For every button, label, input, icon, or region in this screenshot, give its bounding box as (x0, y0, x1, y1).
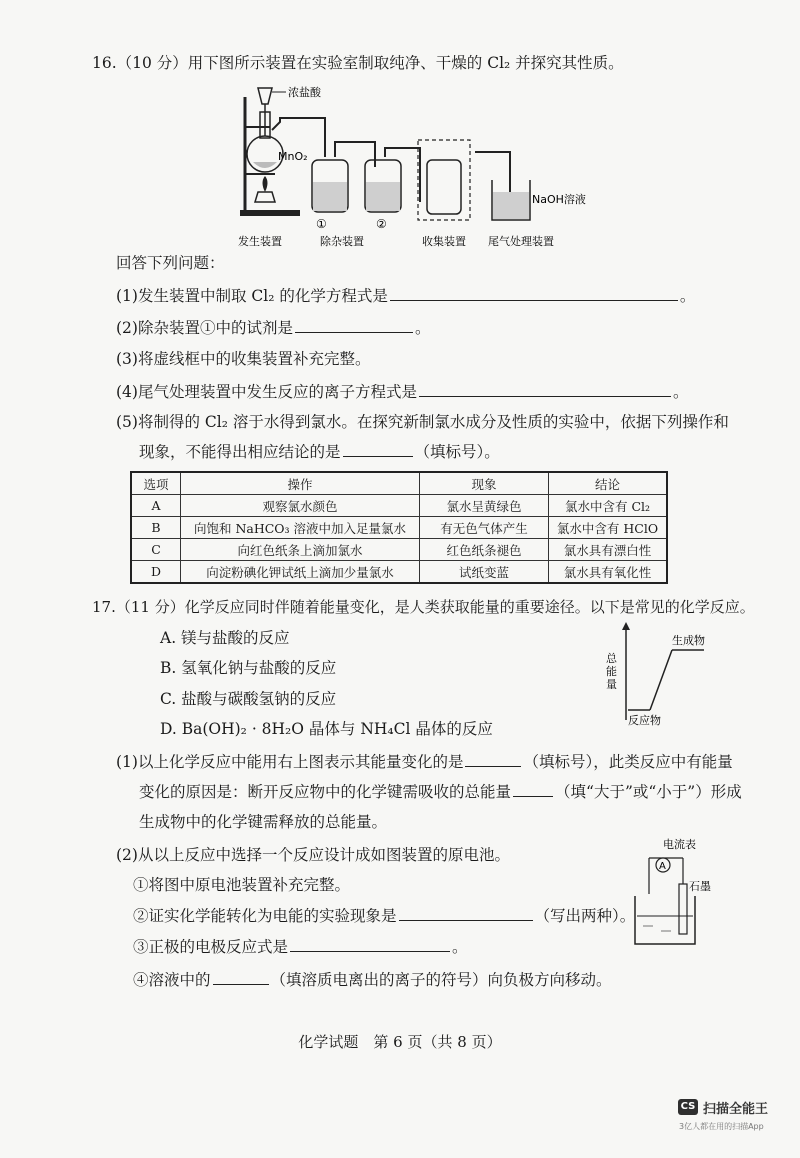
energy-ylabel-1: 总 (606, 652, 617, 665)
q17-option-c: C. 盐酸与碳酸氢钠的反应 (160, 690, 337, 708)
energy-ylabel-3: 量 (606, 678, 617, 691)
q17-part2: (2)从以上反应中选择一个反应设计成如图装置的原电池。 (116, 846, 510, 864)
table-row (131, 539, 667, 561)
q17-title: 17.（11 分）化学反应同时伴随着能量变化，是人类获取能量的重要途径。以下是常见的化学反应。 (92, 598, 755, 616)
q17-part2-2-hint: （写出两种）。 (534, 907, 636, 925)
caption-generator: 发生装置 (238, 235, 282, 248)
caption-collect: 收集装置 (422, 235, 466, 248)
table-cell: 氯水中含有 HClO (549, 517, 668, 539)
table-cell: D (131, 561, 181, 584)
label-num2: ② (376, 217, 387, 231)
table-cell: C (131, 539, 181, 561)
q17-part1b-text: 变化的原因是：断开反应物中的化学键需吸收的总能量 (139, 783, 512, 801)
galvanic-cell-diagram (625, 836, 725, 951)
table-cell: 有无色气体产生 (420, 517, 549, 539)
energy-ylabel-2: 能 (606, 665, 617, 678)
q16-part1 (116, 284, 695, 307)
q17-part2-4-text: ④溶液中的 (133, 971, 211, 989)
graphite-label: 石墨 (689, 880, 711, 893)
table-cell: B (131, 517, 181, 539)
table-row (131, 517, 667, 539)
q17-part2-3-end: 。 (452, 938, 468, 956)
q16-part1-text: (1)发生装置中制取 Cl₂ 的化学方程式是 (116, 287, 388, 305)
period: 。 (679, 287, 696, 305)
q17-part2-2-text: ②证实化学能转化为电能的实验现象是 (133, 907, 397, 925)
table-header: 选项 (131, 472, 181, 495)
table-cell: 氯水呈黄绿色 (420, 495, 549, 517)
table-header: 操作 (181, 472, 420, 495)
q16-part3: (3)将虚线框中的收集装置补充完整。 (116, 350, 371, 368)
ammeter-label: 电流表 (663, 838, 696, 851)
table-cell: A (131, 495, 181, 517)
q17-part2-3-text: ③正极的电极反应式是 (133, 938, 289, 956)
answer-blank-17-4[interactable] (213, 968, 269, 985)
q16-part2 (116, 316, 430, 339)
q16-part2-text: (2)除杂装置①中的试剂是 (116, 319, 293, 337)
label-naoh: NaOH溶液 (532, 193, 586, 206)
table-cell: 向淀粉碘化钾试纸上滴加少量氯水 (181, 561, 420, 584)
q17-option-d: D. Ba(OH)₂ · 8H₂O 晶体与 NH₄Cl 晶体的反应 (160, 720, 493, 738)
camscanner-logo: CS (678, 1099, 698, 1115)
table-header: 现象 (420, 472, 549, 495)
q17-part1-hint: （填标号），此类反应中有能量 (523, 753, 733, 771)
answer-blank-17-1[interactable] (465, 750, 521, 767)
q16-part5-a: (5)将制得的 Cl₂ 溶于水得到氯水。在探究新制氯水成分及性质的实验中，依据下列操作和 (116, 413, 729, 431)
label-num1: ① (316, 217, 327, 231)
answer-blank-5[interactable] (343, 440, 413, 457)
period: 。 (672, 383, 689, 401)
table-row (131, 561, 667, 584)
q16-apparatus-diagram (220, 82, 600, 252)
q17-part2-4 (133, 968, 612, 991)
answer-blank-2[interactable] (295, 316, 413, 333)
ammeter-symbol: A (659, 861, 666, 872)
q16-part5-hint: （填标号）。 (414, 443, 500, 461)
table-cell: 氯水中含有 Cl₂ (549, 495, 668, 517)
table-header-row (131, 472, 667, 495)
energy-reactants-label: 反应物 (628, 714, 661, 727)
table-cell: 氯水具有氧化性 (549, 561, 668, 584)
table-cell: 观察氯水颜色 (181, 495, 420, 517)
q16-part4 (116, 380, 688, 403)
q17-option-b: B. 氢氧化钠与盐酸的反应 (160, 659, 337, 677)
q16-prompt: 回答下列问题： (116, 254, 225, 272)
energy-diagram (600, 620, 720, 730)
table-cell: 向红色纸条上滴加氯水 (181, 539, 420, 561)
table-cell: 向饱和 NaHCO₃ 溶液中加入足量氯水 (181, 517, 420, 539)
q17-part1-c: 生成物中的化学键需释放的总能量。 (139, 813, 388, 831)
q17-part2-2 (133, 904, 635, 927)
q16-part4-text: (4)尾气处理装置中发生反应的离子方程式是 (116, 383, 417, 401)
page-footer: 化学试题 第 6 页（共 8 页） (298, 1033, 502, 1051)
period: 。 (414, 319, 431, 337)
label-hcl: 浓盐酸 (288, 86, 321, 99)
q17-part1b-hint: （填“大于”或“小于”）形成 (555, 783, 742, 801)
q17-option-a: A. 镁与盐酸的反应 (160, 629, 290, 647)
table-row (131, 495, 667, 517)
watermark-subtitle: 3亿人都在用的扫描App (679, 1122, 764, 1131)
q17-part2-3 (133, 935, 468, 958)
table-cell: 红色纸条褪色 (420, 539, 549, 561)
answer-blank-17-2[interactable] (399, 904, 533, 921)
answer-blank-17-1b[interactable] (513, 780, 553, 797)
table-header: 结论 (549, 472, 668, 495)
q17-part2-1: ①将图中原电池装置补充完整。 (133, 876, 351, 894)
caption-purify: 除杂装置 (320, 235, 364, 248)
q16-title: 16.（10 分）用下图所示装置在实验室制取纯净、干燥的 Cl₂ 并探究其性质。 (92, 54, 624, 72)
answer-blank-4[interactable] (419, 380, 671, 397)
answer-blank-17-3[interactable] (290, 935, 450, 952)
watermark-title: 扫描全能王 (703, 1102, 769, 1117)
table-cell: 氯水具有漂白性 (549, 539, 668, 561)
label-mno2: MnO₂ (278, 150, 308, 163)
q16-options-table (130, 471, 668, 584)
caption-tail: 尾气处理装置 (488, 235, 554, 248)
energy-products-label: 生成物 (672, 634, 705, 647)
q17-part1-b (139, 780, 742, 803)
table-cell: 试纸变蓝 (420, 561, 549, 584)
q17-part1-a (116, 750, 733, 773)
q17-part2-4-hint: （填溶质电离出的离子的符号）向负极方向移动。 (270, 971, 612, 989)
answer-blank-1[interactable] (390, 284, 678, 301)
q16-part5-text: 现象，不能得出相应结论的是 (139, 443, 341, 461)
q17-part1-text: (1)以上化学反应中能用右上图表示其能量变化的是 (116, 753, 464, 771)
q16-part5-b (139, 440, 500, 463)
